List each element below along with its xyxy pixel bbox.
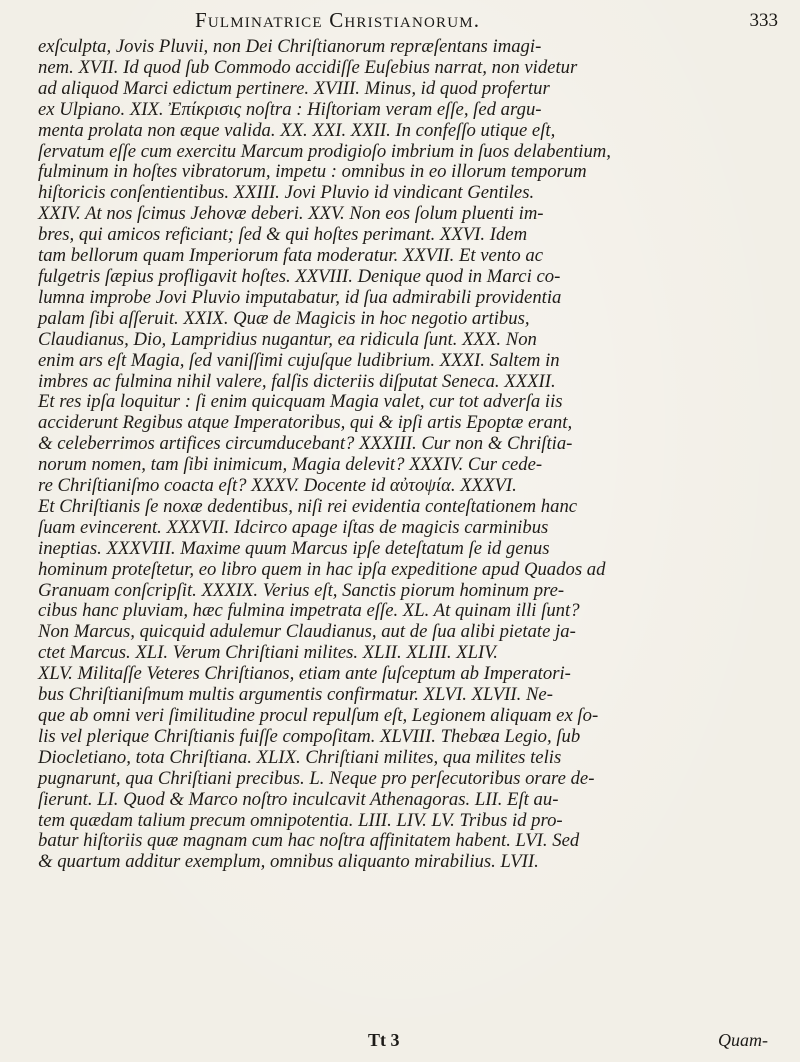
text-line: ctet Marcus. XLI. Verum Chriſtiani milites. XLII. XLIII. XLIV. [38, 642, 498, 664]
text-line: re Chriſtianiſmo coacta eſt? XXXV. Docente id αὐτοψία. XXXVI. [38, 475, 517, 497]
text-line: Non Marcus, quicquid adulетur Claudianus, aut de ſua alibi pietate ja- [38, 621, 576, 643]
text-line: ſervatum eſſe cum exercitu Marcum prodigioſo imbrium in ſuos delabentium, [38, 140, 611, 162]
text-line: hiſtoricis conſentientibus. XXIII. Jovi Pluvio id vindicant Gentiles. [38, 182, 535, 204]
text-line: lumna improbe Jovi Pluvio imputabatur, id ſua admirabili providentia [38, 286, 562, 308]
text-line: Granuam conſcripſit. XXXIX. Verius eſt, Sanctis piorum hominum pre- [38, 579, 565, 601]
text-line: pugnarunt, qua Chriſtiani precibus. L. Neque pro perſecutoribus orare de- [38, 767, 595, 789]
text-line: ad aliquod Marci edictum pertinere. XVIII. Minus, id quod profertur [38, 77, 550, 99]
text-line: ineptias. XXXVIII. Maxime quum Marcus ipſe deteſtatum ſe id genus [38, 537, 550, 559]
running-head: Fulminatrice Christianorum. [195, 8, 481, 32]
text-line: fulgetris ſæpius profligavit hoſtes. XXVIII. Denique quod in Marci co- [38, 265, 561, 287]
text-line: ſierunt. LI. Quod & Marco noſtro inculcavit Athenagoras. LII. Eſt au- [38, 788, 559, 810]
text-line: ex Ulpiano. XIX. Ἐπίκρισις noſtra : Hiſtoriam veram eſſe, ſed argu- [38, 98, 542, 120]
text-line: Claudianus, Dio, Lampridius nugantur, ea ridicula ſunt. XXX. Non [38, 328, 537, 350]
text-line: nem. XVII. Id quod ſub Commodo accidiſſe Euſebius narrat, non videtur [38, 56, 578, 78]
page-footer [0, 1030, 800, 1052]
text-line: tam bellorum quam Imperiorum fata moderatur. XXVII. Et vento ac [38, 245, 544, 267]
page-number: 333 [749, 10, 778, 31]
text-line: ſuam evincerent. XXXVII. Idcirco apage iſtas de magicis carminibus [38, 516, 549, 538]
text-line: XLV. Militaſſe Veteres Chriſtianos, etiam ante ſuſceptum ab Imperatori- [38, 663, 571, 685]
signature-mark: Tt 3 [368, 1030, 400, 1050]
text-line: XXIV. At nos ſcimus Jehovæ deberi. XXV. Non eos ſolum pluenti im- [38, 203, 544, 225]
text-line: palam ſibi aſſeruit. XXIX. Quæ de Magicis in hoc negotio artibus, [38, 307, 530, 329]
text-line: enim ars eſt Magia, ſed vaniſſimi cujuſque ludibrium. XXXI. Saltem in [38, 349, 560, 371]
text-line: acciderunt Regibus atque Imperatoribus, qui & ipſi artis Epoptæ erant, [38, 412, 573, 434]
text-line: & quartum additur exemplum, omnibus aliquanto mirabilius. LVII. [38, 851, 539, 873]
summary-text-block [38, 37, 790, 873]
text-line: bres, qui amicos reficiant; ſed & qui hoſtes perimant. XXVI. Idem [38, 224, 528, 246]
text-line: Et res ipſa loquitur : ſi enim quicquam Magia valet, cur tot adverſa iis [38, 391, 563, 413]
text-line: hominum proteſtetur, eo libro quem in hac ipſa expeditione apud Quados ad [38, 558, 606, 580]
text-line: bus Chriſtianiſmum multis argumentis confirmatur. XLVI. XLVII. Ne- [38, 684, 553, 706]
text-line: imbres ac fulmina nihil valere, falſis dicteriis diſputat Seneca. XXXII. [38, 370, 556, 392]
text-line: lis vel plerique Chriſtianis fuiſſe compoſitam. XLVIII. Thebæa Legio, ſub [38, 725, 581, 747]
text-line: Et Chriſtianis ſe noxæ dedentibus, niſi rei evidentia conteſtationem hanc [38, 495, 578, 517]
text-line: & celeberrimos artifices circumducebant? XXXIII. Cur non & Chriſtia- [38, 433, 573, 455]
text-line: batur hiſtoriis quæ magnam cum hac noſtra affinitatem habent. LVI. Sed [38, 830, 580, 852]
text-line: cibus hanc pluviam, hæc fulmina impetrata eſſe. XL. At quinam illi ſunt? [38, 600, 580, 622]
text-line: norum nomen, tam ſibi inimicum, Magia delevit? XXXIV. Cur cede- [38, 454, 543, 476]
text-line: menta prolata non æque valida. XX. XXI. XXII. In confeſſo utique eſt, [38, 119, 556, 141]
text-line: que ab omni veri ſimilitudine procul repulſum eſt, Legionem aliquam ex ſo- [38, 705, 599, 726]
catchword: Quam- [718, 1030, 768, 1050]
text-line: fulminum in hoſtes vibratorum, impetu : omnibus in eo illorum temporum [38, 161, 587, 183]
text-line: tem quædam talium precum omnipotentia. LIII. LIV. LV. Tribus id pro- [38, 809, 563, 831]
text-line: Diocletiano, tota Chriſtiana. XLIX. Chriſtiani milites, qua milites telis [38, 746, 562, 768]
text-line: exſculpta, Jovis Pluvii, non Dei Chriſtianorum repræſentans imagi- [38, 36, 542, 57]
